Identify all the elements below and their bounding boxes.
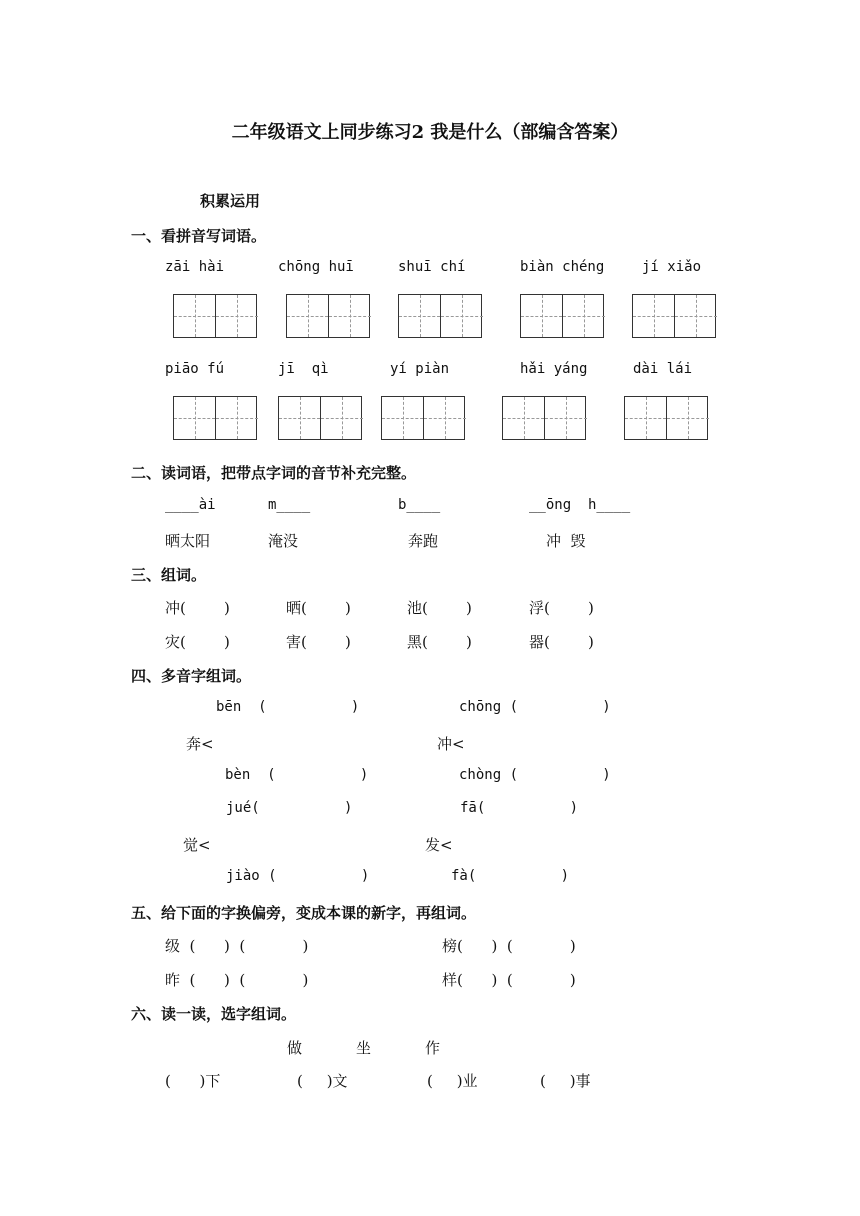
word-blank[interactable]: 害( )	[286, 633, 351, 651]
q4-heading: 四、多音字组词。	[131, 667, 252, 685]
tianzige-box[interactable]	[173, 396, 257, 440]
word: 奔跑	[408, 532, 439, 550]
tianzige-box[interactable]	[286, 294, 370, 338]
word: 冲 毁	[546, 532, 586, 550]
syllable-blank[interactable]: ____ài	[165, 497, 216, 513]
word-blank[interactable]: 浮( )	[529, 599, 594, 617]
polyphone-blank[interactable]: chòng ( )	[459, 767, 611, 783]
word-blank[interactable]: 灾( )	[165, 633, 230, 651]
page-title: 二年级语文上同步练习2 我是什么（部编含答案）	[231, 122, 629, 143]
tianzige-box[interactable]	[502, 396, 586, 440]
choice-blank[interactable]: ( )下	[165, 1072, 221, 1090]
radical-blank[interactable]: 样( ) ( )	[442, 971, 576, 989]
pinyin-label: jí xiǎo	[642, 259, 702, 275]
q5-heading: 五、给下面的字换偏旁，变成本课的新字，再组词。	[131, 904, 477, 922]
radical-blank[interactable]: 昨 ( ) ( )	[165, 971, 309, 989]
radical-blank[interactable]: 榜( ) ( )	[442, 937, 576, 955]
tianzige-box[interactable]	[520, 294, 604, 338]
pinyin-label: shuī chí	[398, 259, 466, 275]
option-char: 坐	[356, 1039, 372, 1057]
pinyin-label: zāi hài	[165, 259, 225, 275]
q6-heading: 六、读一读，选字组词。	[131, 1005, 297, 1023]
q3-heading: 三、组词。	[131, 566, 207, 584]
word: 淹没	[268, 532, 299, 550]
word: 晒太阳	[165, 532, 211, 550]
tianzige-box[interactable]	[381, 396, 465, 440]
polyphone-blank[interactable]: bēn ( )	[216, 699, 360, 715]
polyphone-char: 冲<	[437, 735, 465, 753]
syllable-blank[interactable]: __ōng h____	[529, 497, 631, 513]
pinyin-label: biàn chéng	[520, 259, 605, 275]
word-blank[interactable]: 冲( )	[165, 599, 230, 617]
polyphone-blank[interactable]: fà( )	[451, 868, 570, 884]
polyphone-char: 觉<	[183, 836, 211, 854]
tianzige-box[interactable]	[278, 396, 362, 440]
syllable-blank[interactable]: m____	[268, 497, 311, 513]
option-char: 作	[425, 1039, 441, 1057]
word-blank[interactable]: 晒( )	[286, 599, 351, 617]
polyphone-blank[interactable]: jué( )	[226, 800, 353, 816]
pinyin-label: hǎi yáng	[520, 361, 588, 377]
tianzige-box[interactable]	[398, 294, 482, 338]
tianzige-box[interactable]	[173, 294, 257, 338]
word-blank[interactable]: 器( )	[529, 633, 594, 651]
pinyin-label: jī qì	[278, 361, 329, 377]
pinyin-label: dài lái	[633, 361, 693, 377]
word-blank[interactable]: 池( )	[407, 599, 472, 617]
polyphone-char: 奔<	[186, 735, 214, 753]
polyphone-blank[interactable]: fā( )	[460, 800, 579, 816]
polyphone-blank[interactable]: bèn ( )	[225, 767, 369, 783]
polyphone-blank[interactable]: chōng ( )	[459, 699, 611, 715]
choice-blank[interactable]: ( )业	[427, 1072, 478, 1090]
radical-blank[interactable]: 级 ( ) ( )	[165, 937, 309, 955]
section-heading: 积累运用	[200, 192, 261, 210]
option-char: 做	[287, 1039, 303, 1057]
syllable-blank[interactable]: b____	[398, 497, 441, 513]
polyphone-blank[interactable]: jiào ( )	[226, 868, 370, 884]
choice-blank[interactable]: ( )文	[297, 1072, 348, 1090]
q1-heading: 一、看拼音写词语。	[131, 227, 267, 245]
pinyin-label: yí piàn	[390, 361, 450, 377]
q2-heading: 二、读词语，把带点字词的音节补充完整。	[131, 464, 417, 482]
pinyin-label: chōng huī	[278, 259, 354, 275]
tianzige-box[interactable]	[624, 396, 708, 440]
choice-blank[interactable]: ( )事	[540, 1072, 591, 1090]
pinyin-label: piāo fú	[165, 361, 225, 377]
word-blank[interactable]: 黑( )	[407, 633, 472, 651]
polyphone-char: 发<	[425, 836, 453, 854]
tianzige-box[interactable]	[632, 294, 716, 338]
